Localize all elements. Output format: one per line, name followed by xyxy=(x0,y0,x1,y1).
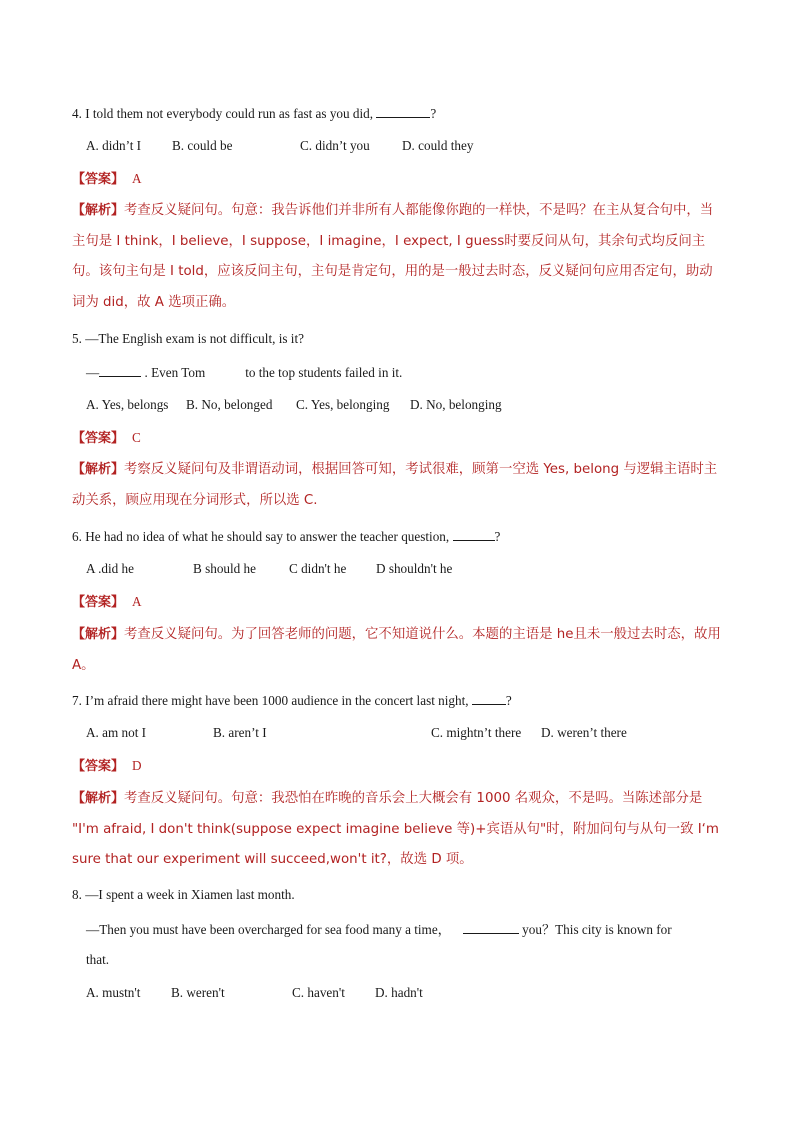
q7-answer-value: D xyxy=(132,758,142,773)
q7-option-a: A. am not I xyxy=(86,725,147,740)
q7-answer xyxy=(72,757,142,776)
question-8-line2 xyxy=(86,920,672,939)
question-7-text: 7. I’m afraid there might have been 1000 audience in the concert last night, xyxy=(72,693,469,708)
q5-explanation xyxy=(72,455,724,516)
question-6-stem xyxy=(72,527,500,546)
q5-explanation-text: 考察反义疑问句及非谓语动词，根据回答可知，考试很难，顾第一空选 Yes, belong 与逻辑主语时主动关系，顾应用现在分词形式，所以选 C. xyxy=(72,462,718,508)
q6-answer-value: A xyxy=(132,594,142,609)
q8-option-d: D. hadn't xyxy=(375,985,423,1000)
answer-blank xyxy=(472,691,506,705)
q6-explanation xyxy=(72,620,724,681)
explain-tag: 【解析】 xyxy=(72,462,125,477)
question-8-stem: 8. —I spent a week in Xiamen last month. xyxy=(72,887,295,902)
question-5-stem: 5. —The English exam is not difficult, is it? xyxy=(72,331,304,346)
question-8-line3: that. xyxy=(86,952,110,967)
answer-tag: 【答案】 xyxy=(72,431,125,446)
q5-answer xyxy=(72,429,141,448)
q8-option-b: B. weren't xyxy=(171,985,225,1000)
q6-option-a: A .did he xyxy=(86,561,134,576)
answer-blank xyxy=(376,104,430,118)
q8-option-a: A. mustn't xyxy=(86,985,141,1000)
answer-blank xyxy=(453,527,495,541)
answer-blank xyxy=(463,920,519,934)
q5-option-d: D. No, belonging xyxy=(410,397,502,412)
q5-option-b: B. No, belonged xyxy=(186,397,273,412)
q6-option-d: D shouldn't he xyxy=(376,561,453,576)
q5-option-c: C. Yes, belonging xyxy=(296,397,390,412)
q4-option-d: D. could they xyxy=(402,138,474,153)
q6-option-b: B should he xyxy=(193,561,257,576)
q6-option-c: C didn't he xyxy=(289,561,347,576)
q5-line2-mid: . Even Tom xyxy=(141,365,206,380)
question-6-end: ? xyxy=(494,529,501,544)
q7-option-b: B. aren’t I xyxy=(213,725,267,740)
question-7-end: ? xyxy=(505,693,512,708)
q5-dash: — xyxy=(86,365,100,380)
answer-tag: 【答案】 xyxy=(72,172,125,187)
explain-tag: 【解析】 xyxy=(72,627,125,642)
q4-answer xyxy=(72,170,142,189)
q4-option-b: B. could be xyxy=(172,138,233,153)
explain-tag: 【解析】 xyxy=(72,791,125,806)
answer-tag: 【答案】 xyxy=(72,759,125,774)
q7-option-d: D. weren’t there xyxy=(541,725,627,740)
question-4-end: ? xyxy=(430,106,437,121)
q4-option-c: C. didn’t you xyxy=(300,138,370,153)
q5-answer-value: C xyxy=(132,430,141,445)
q4-option-a: A. didn’t I xyxy=(86,138,142,153)
question-6-text: 6. He had no idea of what he should say to answer the teacher question, xyxy=(72,529,450,544)
question-5-line2 xyxy=(86,363,402,382)
question-4-text: 4. I told them not everybody could run as fast as you did, xyxy=(72,106,374,121)
q7-explanation xyxy=(72,784,724,876)
q4-answer-value: A xyxy=(132,171,142,186)
q8-line2-end: you？This city is known for xyxy=(518,922,672,937)
explain-tag: 【解析】 xyxy=(72,203,125,218)
question-7-stem xyxy=(72,691,512,710)
q4-explanation xyxy=(72,196,724,318)
q7-explanation-text: 考查反义疑问句。句意：我恐怕在昨晚的音乐会上大概会有 1000 名观众，不是吗。当陈述部分是 "I'm afraid, I don't think(suppose expect imagine believe 等)+宾语从句"时，附加问句与从句一致 I‘m sure that our experiment will succeed,won't it?，故选 D 项。 xyxy=(72,791,719,867)
q5-option-a: A. Yes, belongs xyxy=(86,397,169,412)
q8-line2-text: —Then you must have been overcharged for sea food many a time， xyxy=(86,922,451,937)
q6-answer xyxy=(72,593,142,612)
answer-tag: 【答案】 xyxy=(72,595,125,610)
q4-explanation-text: 考查反义疑问句。句意：我告诉他们并非所有人都能像你跑的一样快，不是吗？在主从复合句中，当主句是 I think，I believe，I suppose，I imagine，I expect, I guess时要反问从句，其余句式均反问主句。该句主句是 I told，应该反问主句，主句是肯定句，用的是一般过去时态，反义疑问句应用否定句，助动词为 did，故 A 选项正确。 xyxy=(72,203,714,310)
q6-explanation-text: 考查反义疑问句。为了回答老师的问题，它不知道说什么。本题的主语是 he且未一般过去时态，故用 A。 xyxy=(72,627,721,673)
question-4-stem xyxy=(72,104,436,123)
q7-option-c: C. mightn’t there xyxy=(431,725,522,740)
q8-option-c: C. haven't xyxy=(292,985,345,1000)
q5-line2-end: to the top students failed in it. xyxy=(245,365,403,380)
answer-blank xyxy=(99,363,141,377)
